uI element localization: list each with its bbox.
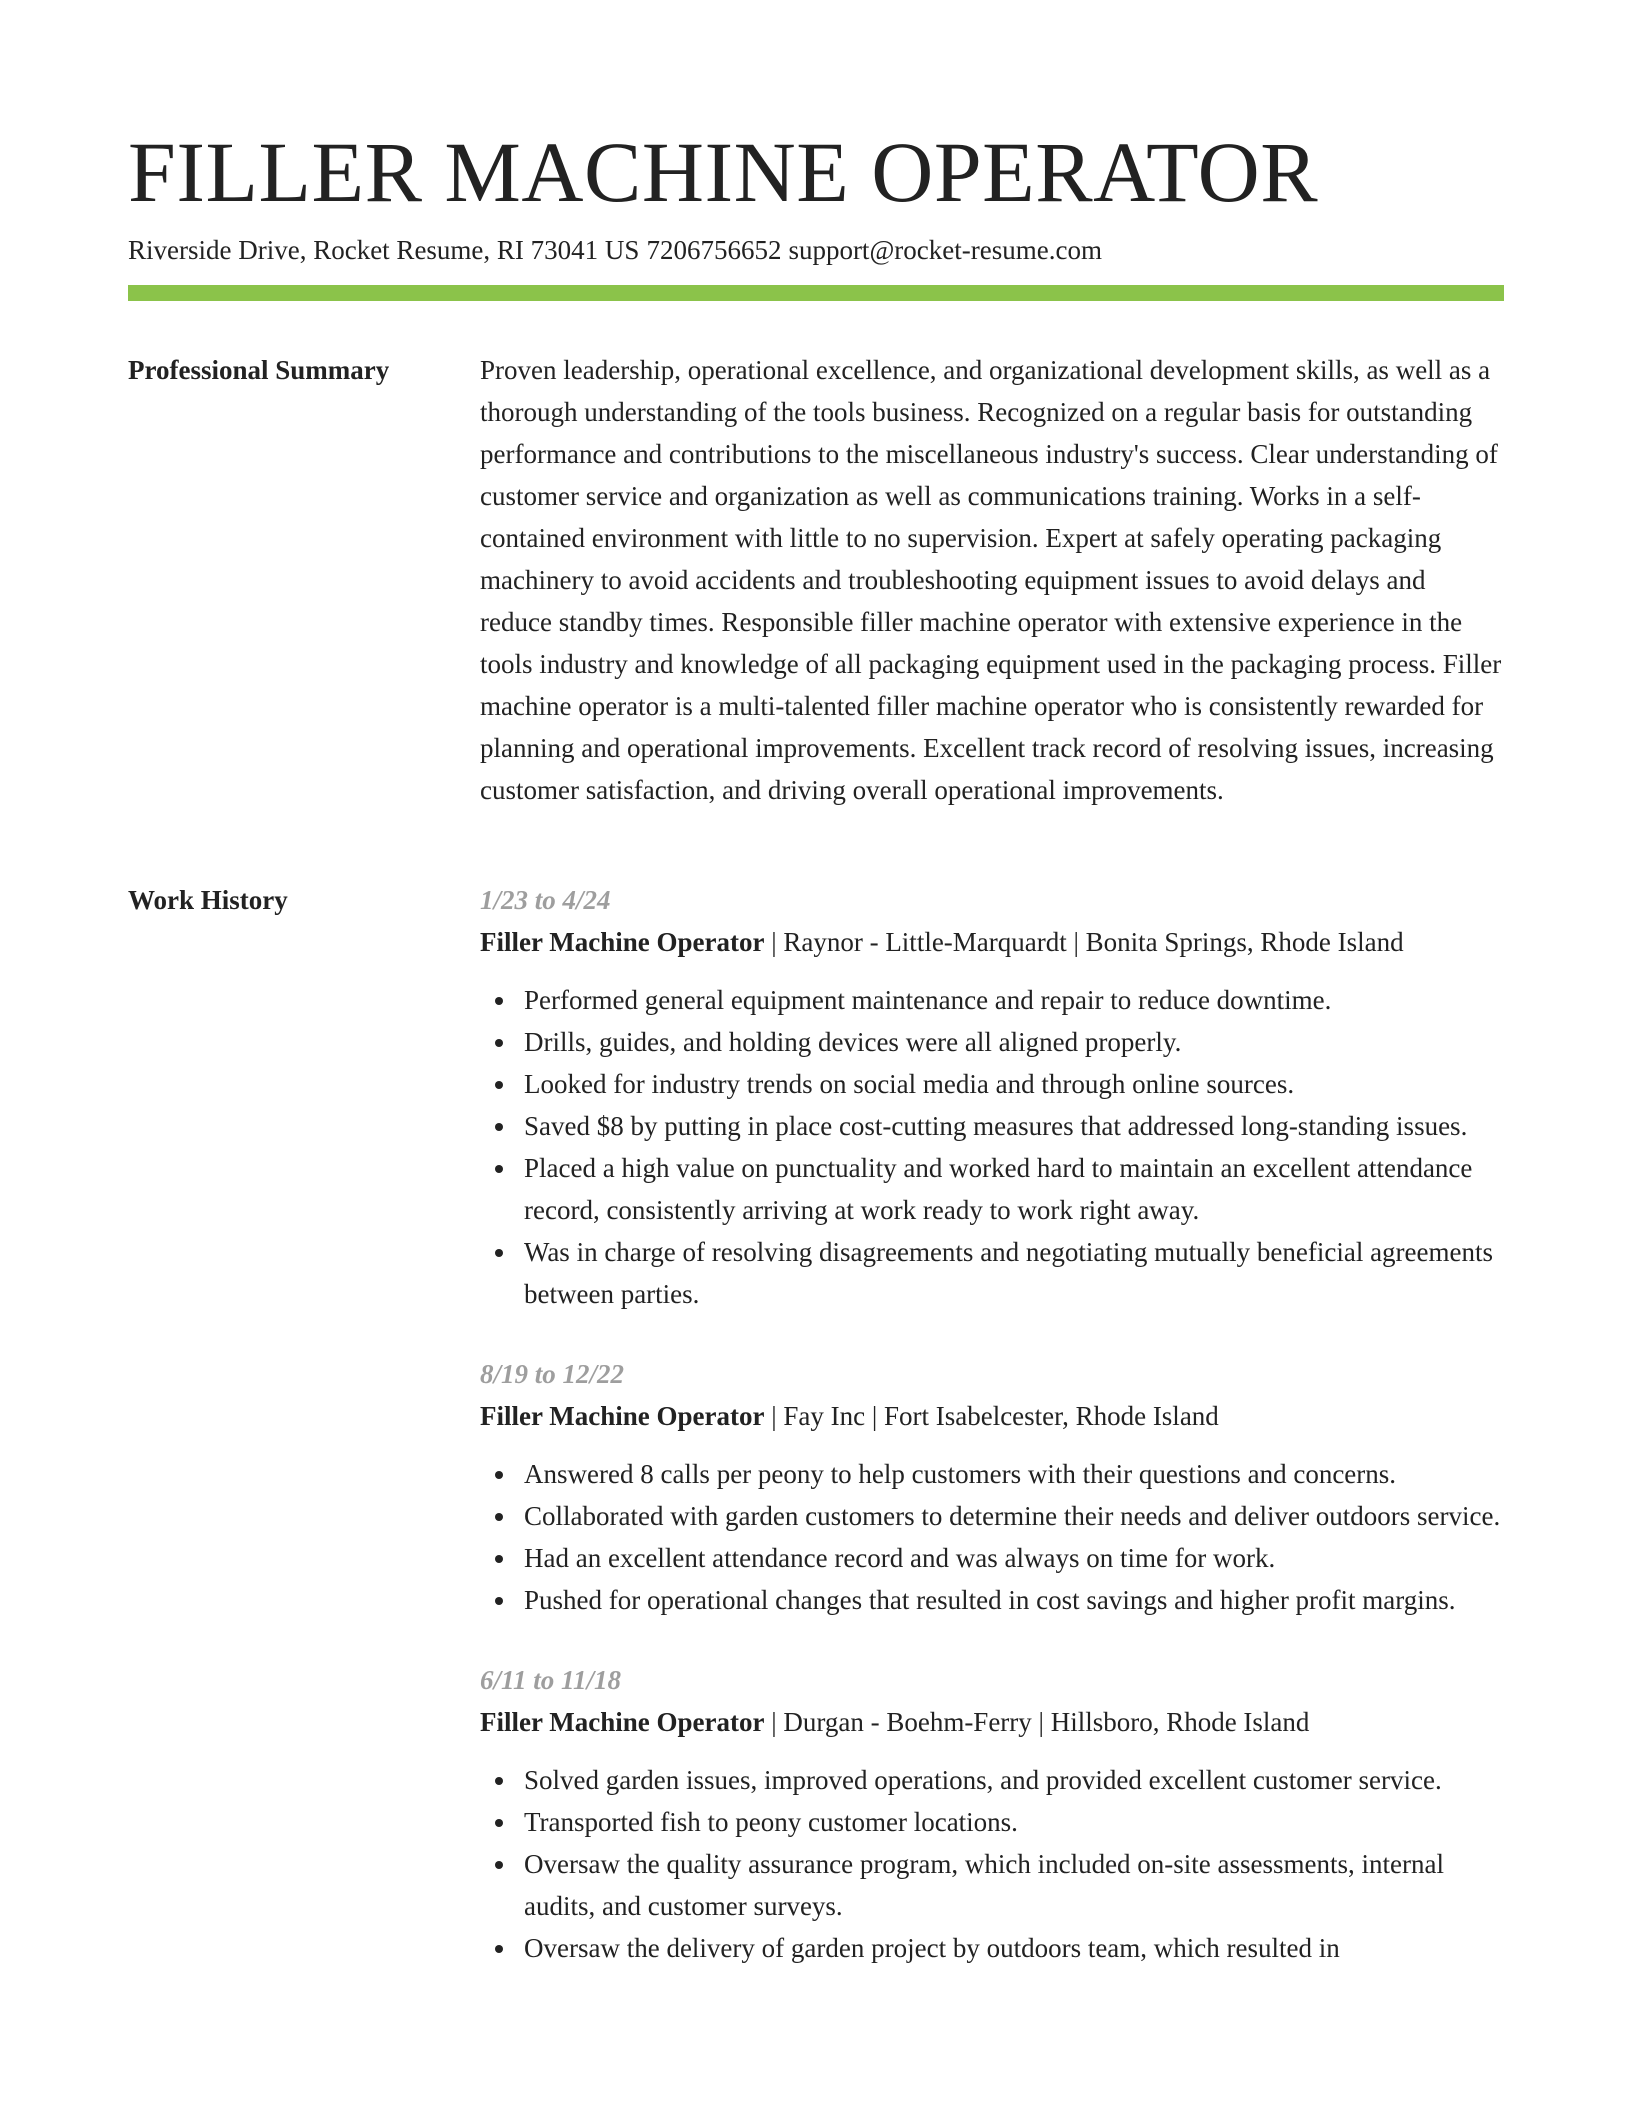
- job-bullets: [480, 1759, 1504, 1969]
- job-bullet: Collaborated with garden customers to determine their needs and deliver outdoors service.: [524, 1495, 1504, 1537]
- job-title-line: [480, 1395, 1504, 1437]
- contact-line: [128, 232, 1102, 268]
- contact-phone: 7206756652: [646, 235, 782, 265]
- job-title: Filler Machine Operator: [480, 927, 765, 957]
- job-details: | Durgan - Boehm-Ferry | Hillsboro, Rhode Island: [764, 1707, 1310, 1737]
- job-title: Filler Machine Operator: [480, 1707, 765, 1737]
- job-bullet: Placed a high value on punctuality and worked hard to maintain an excellent attendance record, consistently arriving at work ready to work right away.: [524, 1147, 1504, 1231]
- job-entry: [480, 1659, 1504, 1969]
- job-bullet: Solved garden issues, improved operations, and provided excellent customer service.: [524, 1759, 1504, 1801]
- job-title-line: [480, 921, 1504, 963]
- work-history-body: [480, 879, 1504, 2007]
- job-bullet: Drills, guides, and holding devices were all aligned properly.: [524, 1021, 1504, 1063]
- work-history-heading: Work History: [128, 885, 288, 915]
- job-title-line: [480, 1701, 1504, 1743]
- job-bullet: Transported fish to peony customer locations.: [524, 1801, 1504, 1843]
- summary-body: [480, 349, 1504, 811]
- job-dates: 6/11 to 11/18: [480, 1665, 622, 1695]
- job-bullets: [480, 1453, 1504, 1621]
- job-bullet: Had an excellent attendance record and was always on time for work.: [524, 1537, 1504, 1579]
- job-details: | Raynor - Little-Marquardt | Bonita Springs, Rhode Island: [764, 927, 1404, 957]
- summary-text: Proven leadership, operational excellence, and organizational development skills, as well as a thorough understanding of the tools business. Recognized on a regular basis for outstanding performance and contributions to the miscellaneous industry's success. Clear understanding of customer service and organization as well as communications training. Works in a self-contained environment with little to no supervision. Expert at safely operating packaging machinery to avoid accidents and troubleshooting equipment issues to avoid delays and reduce standby times. Responsible filler machine operator with extensive experience in the tools industry and knowledge of all packaging equipment used in the packaging process. Filler machine operator is a multi-talented filler machine operator who is consistently rewarded for planning and operational improvements. Excellent track record of resolving issues, increasing customer satisfaction, and driving overall operational improvements.: [480, 355, 1502, 805]
- job-bullet: Was in charge of resolving disagreements and negotiating mutually beneficial agreements between parties.: [524, 1231, 1504, 1315]
- job-bullet: Pushed for operational changes that resulted in cost savings and higher profit margins.: [524, 1579, 1504, 1621]
- job-bullet: Performed general equipment maintenance and repair to reduce downtime.: [524, 979, 1504, 1021]
- job-details: | Fay Inc | Fort Isabelcester, Rhode Island: [764, 1401, 1219, 1431]
- contact-address: Riverside Drive, Rocket Resume, RI 73041 US: [128, 235, 640, 265]
- job-bullets: [480, 979, 1504, 1315]
- job-bullet: Oversaw the delivery of garden project by outdoors team, which resulted in: [524, 1927, 1504, 1969]
- header-divider: [128, 285, 1504, 301]
- job-entry: [480, 879, 1504, 1315]
- job-dates: 8/19 to 12/22: [480, 1359, 625, 1389]
- job-bullet: Saved $8 by putting in place cost-cutting measures that addressed long-standing issues.: [524, 1105, 1504, 1147]
- summary-heading: Professional Summary: [128, 355, 390, 385]
- job-bullet: Looked for industry trends on social media and through online sources.: [524, 1063, 1504, 1105]
- resume-name: FILLER MACHINE OPERATOR: [128, 124, 1319, 220]
- job-entry: [480, 1353, 1504, 1621]
- job-dates: 1/23 to 4/24: [480, 885, 611, 915]
- job-title: Filler Machine Operator: [480, 1401, 765, 1431]
- contact-email: support@rocket-resume.com: [788, 235, 1102, 265]
- job-bullet: Oversaw the quality assurance program, which included on-site assessments, internal audits, and customer surveys.: [524, 1843, 1504, 1927]
- job-bullet: Answered 8 calls per peony to help customers with their questions and concerns.: [524, 1453, 1504, 1495]
